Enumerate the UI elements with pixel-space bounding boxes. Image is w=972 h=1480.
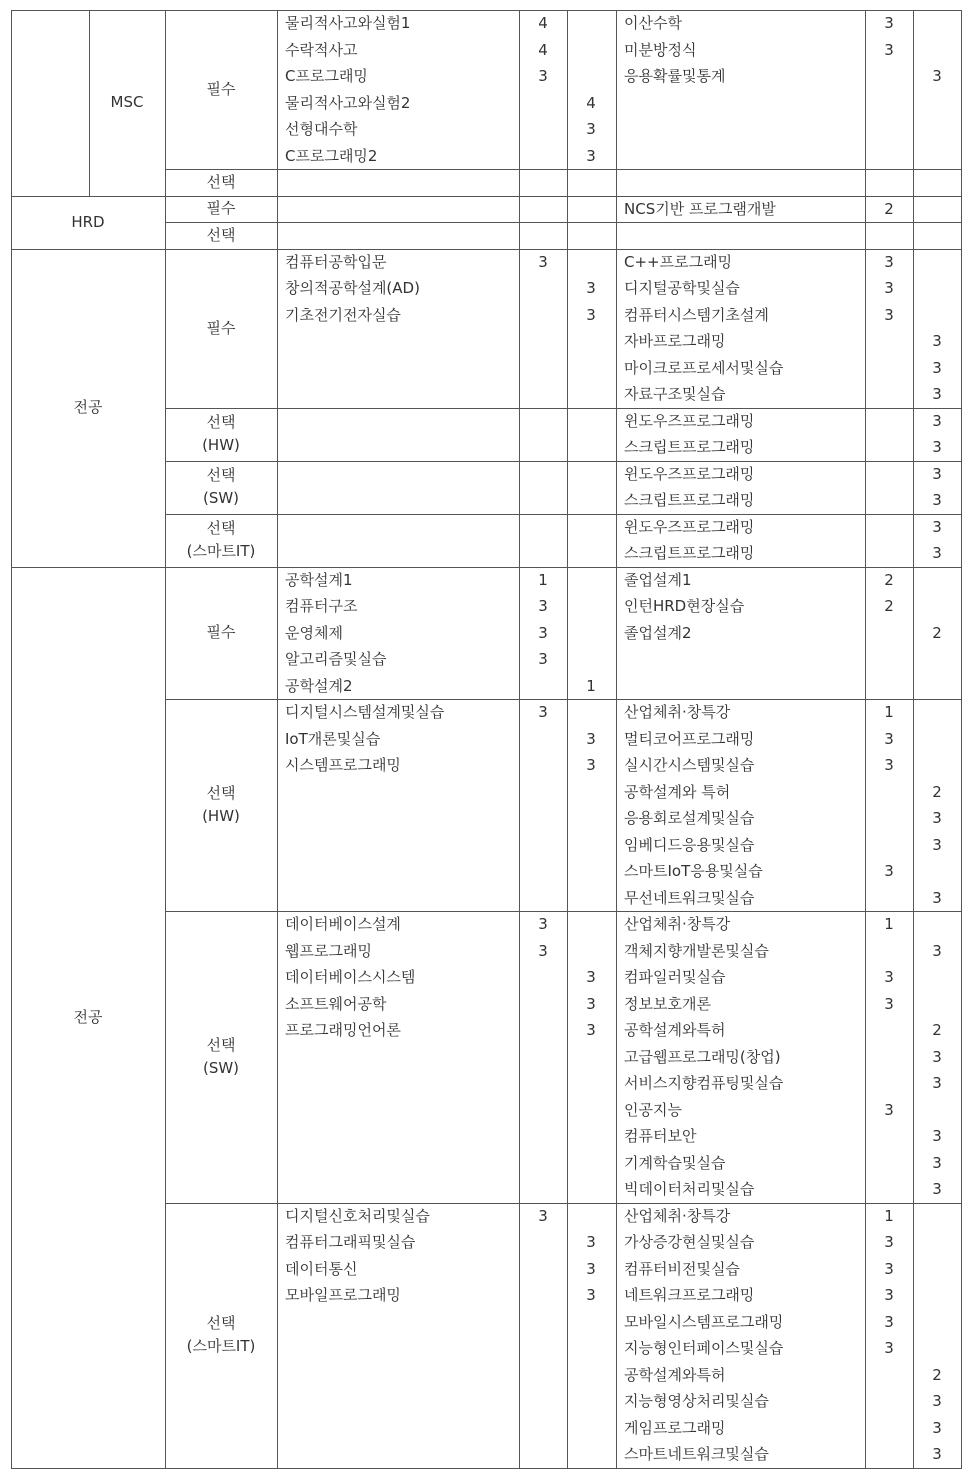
column-border	[865, 10, 866, 197]
course-name: 수락적사고	[285, 40, 358, 59]
credit-practice: 3	[586, 305, 596, 324]
column-border	[865, 567, 866, 1469]
credit-theory: 3	[884, 756, 894, 774]
credit-theory: 3	[884, 862, 894, 880]
column-border	[961, 10, 962, 197]
course-name: 미분방정식	[624, 40, 697, 59]
credit-theory: 3	[884, 729, 894, 748]
column-border	[519, 10, 520, 197]
course-name: C프로그래밍2	[285, 146, 378, 165]
column-border	[567, 10, 568, 197]
group-label: HRD	[71, 212, 105, 231]
group-label: 전공	[73, 1007, 103, 1026]
course-name: 공학설계1	[285, 570, 353, 589]
credit-theory: 1	[538, 570, 548, 589]
credit-practice: 3	[586, 146, 596, 165]
column-border	[865, 249, 866, 568]
course-name: 인턴HRD현장실습	[624, 597, 745, 615]
column-border	[913, 10, 914, 197]
course-name: 디지털시스템설계및실습	[285, 703, 445, 721]
course-name: 지능형인터페이스및실습	[624, 1339, 784, 1357]
course-name: 스크립트프로그래밍	[624, 491, 755, 509]
course-name: 빅데이터처리및실습	[624, 1180, 755, 1198]
course-type-label: 선택 (HW)	[202, 413, 240, 454]
course-name: 객체지향개발론및실습	[624, 941, 769, 960]
row-border	[11, 1468, 962, 1469]
credit-practice: 3	[586, 968, 596, 986]
credit-practice: 4	[586, 93, 596, 112]
column-border	[165, 567, 166, 1469]
course-name: IoT개론및실습	[285, 729, 381, 748]
course-name: C프로그래밍	[285, 67, 368, 85]
course-name: 윈도우즈프로그래밍	[624, 464, 755, 483]
credit-practice: 3	[586, 1286, 596, 1304]
column-border	[277, 196, 278, 250]
credit-practice: 3	[932, 1445, 942, 1463]
course-name: 웹프로그래밍	[285, 941, 372, 960]
credit-theory: 3	[884, 14, 894, 32]
credit-theory: 2	[884, 199, 894, 218]
course-name: 기초전기전자실습	[285, 305, 401, 324]
row-border	[165, 514, 962, 515]
column-border	[89, 10, 90, 196]
course-name: 모바일시스템프로그래밍	[624, 1312, 784, 1331]
course-name: 선형대수학	[285, 120, 358, 138]
column-border	[165, 10, 166, 197]
credit-practice: 3	[586, 729, 596, 748]
credit-practice: 3	[932, 517, 942, 536]
credit-theory: 1	[884, 915, 894, 933]
course-name: 마이크로프로세서및실습	[624, 358, 784, 377]
column-border	[567, 249, 568, 568]
credit-practice: 3	[932, 464, 942, 483]
course-name: 알고리즘및실습	[285, 650, 387, 668]
course-name: 컴퓨터비전및실습	[624, 1259, 740, 1278]
row-border	[11, 10, 962, 11]
course-name: 산업체취·창특강	[624, 915, 731, 933]
course-type-label: 선택 (SW)	[202, 1035, 240, 1077]
credit-practice: 3	[932, 1418, 942, 1437]
credit-theory: 2	[884, 570, 894, 589]
credit-theory: 3	[538, 67, 548, 85]
credit-practice: 3	[586, 1259, 596, 1278]
credit-practice: 3	[932, 411, 942, 430]
course-type-label: 필수	[206, 80, 236, 98]
course-name: 컴파일러및실습	[624, 968, 726, 986]
credit-theory: 3	[884, 968, 894, 986]
course-name: 데이터베이스설계	[285, 915, 401, 933]
course-name: 공학설계2	[285, 676, 353, 695]
credit-theory: 3	[884, 40, 894, 59]
course-type-label: 필수	[206, 623, 236, 642]
course-name: 데이터베이스시스템	[285, 968, 416, 986]
credit-practice: 3	[932, 835, 942, 854]
credit-theory: 3	[538, 650, 548, 668]
course-name: 공학설계와 특허	[624, 782, 731, 801]
course-name: 모바일프로그래밍	[285, 1286, 401, 1304]
credit-theory: 3	[884, 1312, 894, 1331]
course-name: 스크립트프로그래밍	[624, 438, 755, 456]
course-name: 창의적공학설계(AD)	[285, 279, 420, 297]
credit-practice: 2	[932, 1365, 942, 1384]
course-name: 윈도우즈프로그래밍	[624, 517, 755, 536]
credit-practice: 3	[932, 1153, 942, 1172]
column-border	[616, 196, 617, 250]
course-name: 이산수학	[624, 14, 682, 32]
course-type-label: 선택 (SW)	[202, 466, 240, 507]
row-border	[165, 911, 962, 912]
course-name: 실시간시스템및실습	[624, 756, 755, 774]
column-border	[961, 196, 962, 250]
course-name: 졸업설계1	[624, 570, 692, 589]
column-border	[165, 196, 166, 250]
column-border	[567, 567, 568, 1469]
credit-theory: 3	[538, 915, 548, 933]
group-label: 전공	[73, 398, 103, 416]
credit-practice: 3	[932, 941, 942, 960]
course-name: 윈도우즈프로그래밍	[624, 411, 755, 430]
credit-practice: 3	[932, 491, 942, 509]
credit-practice: 2	[932, 623, 942, 642]
course-type-label: 선택 (HW)	[202, 784, 240, 825]
credit-theory: 3	[884, 305, 894, 324]
credit-theory: 3	[884, 1100, 894, 1119]
course-name: 공학설계와특허	[624, 1021, 726, 1039]
credit-theory: 3	[884, 252, 894, 271]
course-name: 스크립트프로그래밍	[624, 544, 755, 562]
course-type-label: 선택 (스마트IT)	[186, 519, 256, 560]
course-name: 졸업설계2	[624, 623, 692, 642]
course-name: 시스템프로그래밍	[285, 756, 401, 774]
credit-practice: 3	[586, 120, 596, 138]
course-type-label: 선택	[206, 225, 236, 244]
credit-theory: 3	[884, 1233, 894, 1251]
row-border	[165, 1203, 962, 1204]
credit-practice: 2	[932, 782, 942, 801]
row-border	[165, 169, 962, 170]
column-border	[519, 196, 520, 250]
course-type-label: 필수	[206, 318, 236, 337]
credit-practice: 3	[932, 358, 942, 377]
column-border	[11, 249, 12, 568]
credit-practice: 3	[932, 1074, 942, 1092]
course-name: 자바프로그래밍	[624, 332, 726, 350]
row-border	[11, 196, 962, 197]
course-name: 서비스지향컴퓨팅및실습	[624, 1074, 784, 1092]
credit-practice: 3	[932, 1047, 942, 1066]
column-border	[519, 249, 520, 568]
credit-practice: 3	[932, 1392, 942, 1410]
column-border	[11, 567, 12, 1469]
column-border	[865, 196, 866, 250]
credit-practice: 3	[932, 332, 942, 350]
course-type-label: 선택	[206, 172, 236, 191]
course-name: 멀티코어프로그래밍	[624, 729, 755, 748]
credit-practice: 3	[932, 1180, 942, 1198]
course-name: 컴퓨터공학입문	[285, 252, 387, 271]
course-name: 고급웹프로그래밍(창업)	[624, 1047, 781, 1066]
course-name: 물리적사고와실험1	[285, 14, 411, 32]
column-border	[961, 249, 962, 568]
course-type-label: 선택 (스마트IT)	[186, 1314, 256, 1355]
course-name: 산업체취·창특강	[624, 703, 731, 721]
credit-theory: 3	[538, 597, 548, 615]
credit-practice: 2	[932, 1021, 942, 1039]
column-border	[616, 10, 617, 197]
column-border	[519, 567, 520, 1469]
row-border	[165, 408, 962, 409]
course-name: 무선네트워크및실습	[624, 888, 755, 907]
credit-practice: 3	[932, 544, 942, 562]
course-name: 컴퓨터보안	[624, 1127, 697, 1145]
credit-theory: 3	[538, 623, 548, 642]
course-name: 스마트IoT응용및실습	[624, 862, 763, 880]
credit-theory: 1	[884, 1206, 894, 1225]
category-label: MSC	[110, 93, 144, 112]
column-border	[11, 196, 12, 250]
credit-practice: 3	[586, 994, 596, 1013]
credit-theory: 4	[538, 40, 548, 59]
credit-practice: 3	[932, 888, 942, 907]
column-border	[616, 567, 617, 1469]
credit-practice: 1	[586, 676, 596, 695]
course-name: 물리적사고와실험2	[285, 93, 411, 112]
column-border	[11, 10, 12, 197]
course-name: 산업체취·창특강	[624, 1206, 731, 1225]
credit-theory: 3	[884, 994, 894, 1013]
credit-theory: 1	[884, 703, 894, 721]
credit-theory: 3	[884, 1286, 894, 1304]
course-name: NCS기반 프로그램개발	[624, 199, 776, 218]
credit-practice: 3	[932, 809, 942, 827]
column-border	[913, 196, 914, 250]
row-border	[165, 461, 962, 462]
course-name: 네트워크프로그래밍	[624, 1286, 755, 1304]
course-name: C++프로그래밍	[624, 252, 733, 271]
credit-theory: 3	[538, 252, 548, 271]
credit-theory: 3	[538, 1206, 548, 1225]
course-name: 응용확률및통계	[624, 67, 726, 85]
column-border	[913, 249, 914, 568]
column-border	[961, 567, 962, 1469]
course-name: 디지털공학및실습	[624, 279, 740, 297]
course-name: 공학설계와특허	[624, 1365, 726, 1384]
credit-theory: 2	[884, 597, 894, 615]
credit-theory: 3	[538, 703, 548, 721]
course-name: 프로그래밍언어론	[285, 1021, 401, 1039]
column-border	[277, 10, 278, 197]
course-name: 데이터통신	[285, 1259, 358, 1278]
row-border	[165, 222, 962, 223]
credit-theory: 3	[884, 279, 894, 297]
course-name: 게임프로그래밍	[624, 1418, 726, 1437]
course-name: 정보보호개론	[624, 994, 711, 1013]
course-type-label: 필수	[206, 199, 236, 218]
credit-theory: 3	[884, 1339, 894, 1357]
course-name: 임베디드응용및실습	[624, 835, 755, 854]
course-name: 컴퓨터구조	[285, 597, 358, 615]
credit-practice: 3	[932, 385, 942, 403]
course-name: 컴퓨터시스템기초설계	[624, 305, 769, 324]
column-border	[616, 249, 617, 568]
row-border	[11, 249, 962, 250]
credit-practice: 3	[586, 756, 596, 774]
course-name: 가상증강현실및실습	[624, 1233, 755, 1251]
course-name: 응용회로설계및실습	[624, 809, 755, 827]
credit-theory: 3	[538, 941, 548, 960]
credit-practice: 3	[586, 1233, 596, 1251]
credit-theory: 3	[884, 1259, 894, 1278]
course-name: 컴퓨터그래픽및실습	[285, 1233, 416, 1251]
course-name: 운영체제	[285, 623, 343, 642]
column-border	[277, 249, 278, 568]
column-border	[913, 567, 914, 1469]
row-border	[11, 567, 962, 568]
credit-theory: 4	[538, 14, 548, 32]
credit-practice: 3	[586, 279, 596, 297]
credit-practice: 3	[932, 438, 942, 456]
credit-practice: 3	[586, 1021, 596, 1039]
course-name: 스마트네트워크및실습	[624, 1445, 769, 1463]
column-border	[277, 567, 278, 1469]
row-border	[165, 699, 962, 700]
course-name: 인공지능	[624, 1100, 682, 1119]
course-name: 기계학습및실습	[624, 1153, 726, 1172]
course-name: 디지털신호처리및실습	[285, 1206, 430, 1225]
credit-practice: 3	[932, 1127, 942, 1145]
column-border	[165, 249, 166, 568]
course-name: 지능형영상처리및실습	[624, 1392, 769, 1410]
column-border	[567, 196, 568, 250]
course-name: 자료구조및실습	[624, 385, 726, 403]
credit-practice: 3	[932, 67, 942, 85]
course-name: 소프트웨어공학	[285, 994, 387, 1013]
